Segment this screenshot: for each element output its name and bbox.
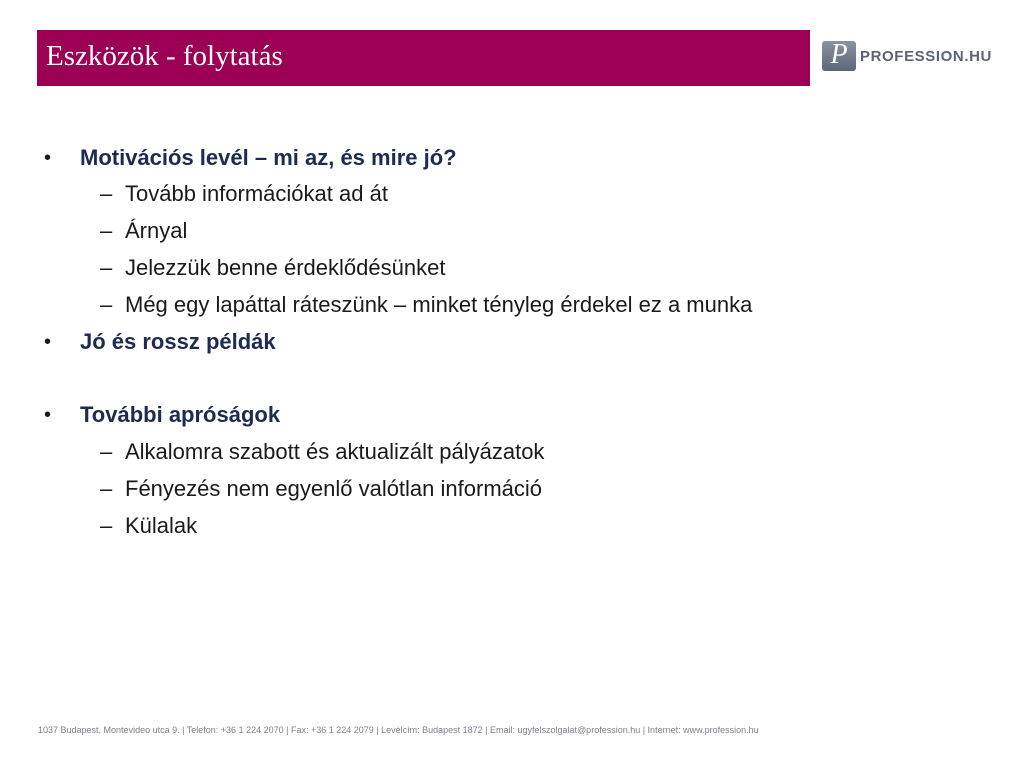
logo-text: PROFESSION.HU: [860, 47, 992, 65]
dash-icon: –: [100, 292, 113, 317]
sub-item-text: Árnyal: [125, 218, 188, 243]
footer-contact-info: 1037 Budapest, Montevideo utca 9. | Telefon: +36 1 224 2070 | Fax: +36 1 224 2079 | Levélcím: Budapest 1872 | Email: ugyfelszolgalat@profession.hu | Internet: www.profession.hu: [38, 725, 759, 735]
bullet-icon: •: [44, 147, 52, 169]
profession-logo: [822, 40, 992, 72]
page-title: Eszközök - folytatás: [46, 40, 283, 72]
bullet-heading: További apróságok: [80, 402, 281, 427]
dash-icon: –: [100, 255, 113, 280]
bullet-heading: Motivációs levél – mi az, és mire jó?: [80, 145, 457, 170]
bullet-icon: •: [44, 404, 52, 426]
dash-icon: –: [100, 181, 113, 206]
title-bar: [37, 30, 810, 86]
sub-item-text: Fényezés nem egyenlő valótlan információ: [125, 476, 543, 501]
sub-item-text: Külalak: [125, 513, 198, 538]
dash-icon: –: [100, 439, 113, 464]
dash-icon: –: [100, 218, 113, 243]
dash-icon: –: [100, 513, 113, 538]
dash-icon: –: [100, 476, 113, 501]
sub-item-text: Jelezzük benne érdeklődésünket: [125, 255, 446, 280]
profession-logo-icon: P: [822, 41, 856, 71]
sub-item-text: Tovább információkat ad át: [125, 181, 388, 206]
bullet-icon: •: [44, 331, 52, 353]
sub-item-text: Alkalomra szabott és aktualizált pályázatok: [125, 439, 545, 464]
sub-item-text: Még egy lapáttal ráteszünk – minket tényleg érdekel ez a munka: [125, 292, 753, 317]
bullet-heading: Jó és rossz példák: [80, 329, 276, 354]
